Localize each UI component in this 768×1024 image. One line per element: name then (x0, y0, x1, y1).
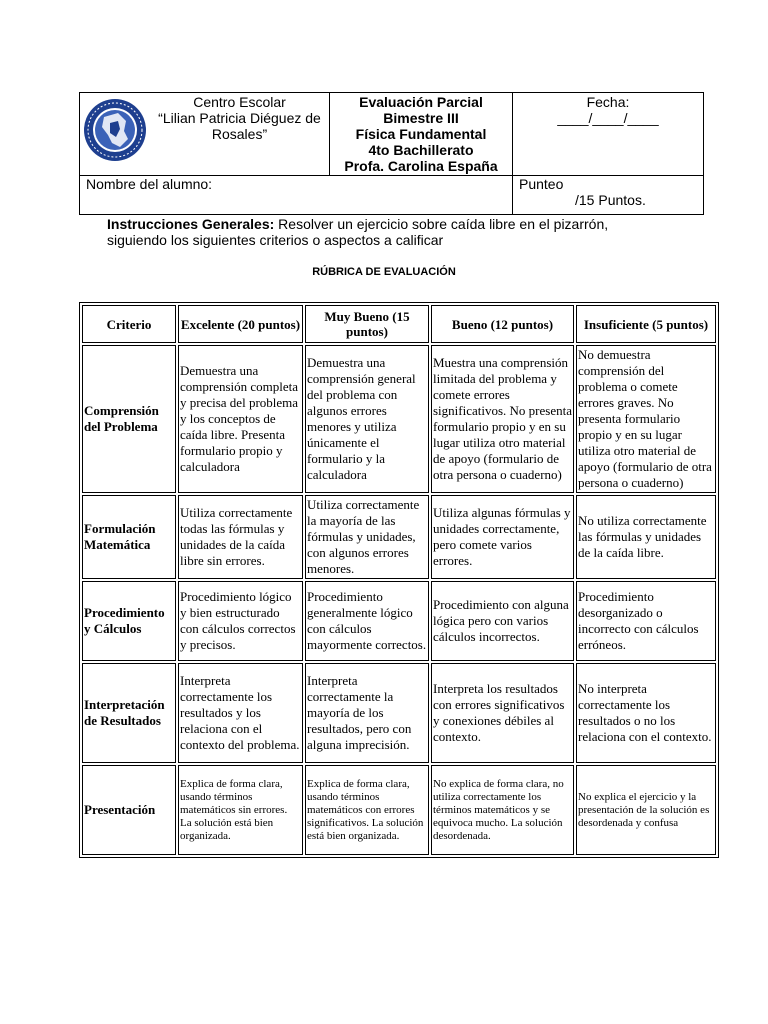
date-cell[interactable] (513, 93, 704, 176)
criterion-cell: Procedimiento y Cálculos (82, 581, 176, 661)
rubric-header-row (82, 305, 716, 343)
score-total: /15 Puntos. (575, 192, 646, 208)
criterion-cell: Presentación (82, 765, 176, 855)
school-line2: “Lilian Patricia Diéguez de Rosales” (158, 110, 321, 142)
rubric-cell: Interpreta correctamente la mayoría de los resultados, pero con alguna imprecisión. (305, 663, 429, 763)
header-table (79, 92, 704, 215)
rubric-cell: Explica de forma clara, usando términos matemáticos sin errores. La solución está bien organizada. (178, 765, 303, 855)
header-bueno: Bueno (12 puntos) (431, 305, 574, 343)
eval-course: Física Fundamental (355, 126, 487, 142)
rubric-cell: No explica de forma clara, no utiliza correctamente los términos matemáticos y se equivoca mucho. La solución desordenada. (431, 765, 574, 855)
rubric-cell: Demuestra una comprensión general del problema con algunos errores menores y utiliza únicamente el formulario y la calculadora (305, 345, 429, 493)
rubric-cell: No utiliza correctamente las fórmulas y unidades de la caída libre. (576, 495, 716, 579)
date-blank: ____/____/____ (557, 110, 659, 126)
eval-bimestre: Bimestre III (383, 110, 459, 126)
header-criterio: Criterio (82, 305, 176, 343)
student-name-label: Nombre del alumno: (86, 176, 213, 192)
rubric-cell: No explica el ejercicio y la presentación de la solución es desordenada y confusa (576, 765, 716, 855)
evaluation-title-cell (330, 93, 513, 176)
rubric-cell: Utiliza correctamente la mayoría de las fórmulas y unidades, con algunos errores menores. (305, 495, 429, 579)
eval-teacher: Profa. Carolina España (344, 158, 498, 174)
rubric-table (79, 302, 719, 858)
rubric-row (82, 663, 716, 763)
rubric-cell: Procedimiento generalmente lógico con cálculos mayormente correctos. (305, 581, 429, 661)
rubric-cell: Muestra una comprensión limitada del problema y comete errores significativos. No presenta formulario propio y en su lugar utiliza otro material de apoyo (formulario de otra persona o cuaderno) (431, 345, 574, 493)
school-line1: Centro Escolar (193, 94, 286, 110)
school-name (152, 94, 327, 142)
rubric-row (82, 495, 716, 579)
rubric-cell: No demuestra comprensión del problema o comete errores graves. No presenta formulario propio y en su lugar utiliza otro material de apoyo (formulario de otra persona o cuaderno) (576, 345, 716, 493)
rubric-cell: Interpreta los resultados con errores significativos y conexiones débiles al contexto. (431, 663, 574, 763)
instructions-text: Resolver un ejercicio sobre caída libre en el pizarrón, siguiendo los siguientes criterios o aspectos a calificar (107, 216, 609, 248)
school-cell (80, 93, 330, 176)
school-logo-icon (82, 97, 148, 163)
instructions (107, 216, 627, 248)
rubric-cell: Procedimiento con alguna lógica pero con varios cálculos incorrectos. (431, 581, 574, 661)
criterion-cell: Interpretación de Resultados (82, 663, 176, 763)
header-muy-bueno: Muy Bueno (15 puntos) (305, 305, 429, 343)
header-insuficiente: Insuficiente (5 puntos) (576, 305, 716, 343)
date-label: Fecha: (586, 94, 630, 110)
rubric-row (82, 581, 716, 661)
rubric-cell: Procedimiento desorganizado o incorrecto con cálculos erróneos. (576, 581, 716, 661)
rubric-cell: Demuestra una comprensión completa y precisa del problema y los conceptos de caída libre. Presenta formulario propio y calculadora (178, 345, 303, 493)
rubric-cell: Procedimiento lógico y bien estructurado con cálculos correctos y precisos. (178, 581, 303, 661)
score-label: Punteo (519, 176, 564, 192)
rubric-cell: Interpreta correctamente los resultados y los relaciona con el contexto del problema. (178, 663, 303, 763)
rubric-cell: Utiliza correctamente todas las fórmulas y unidades de la caída libre sin errores. (178, 495, 303, 579)
eval-title: Evaluación Parcial (359, 94, 483, 110)
eval-grade: 4to Bachillerato (368, 142, 474, 158)
score-field[interactable] (513, 176, 704, 215)
rubric-cell: No interpreta correctamente los resultados o no los relaciona con el contexto. (576, 663, 716, 763)
rubric-row (82, 345, 716, 493)
rubric-row (82, 765, 716, 855)
student-name-field[interactable] (80, 176, 513, 215)
rubric-title: RÚBRICA DE EVALUACIÓN (312, 266, 456, 278)
rubric-cell: Utiliza algunas fórmulas y unidades correctamente, pero comete varios errores. (431, 495, 574, 579)
rubric-cell: Explica de forma clara, usando términos matemáticos con errores significativos. La solución está bien organizada. (305, 765, 429, 855)
criterion-cell: Comprensión del Problema (82, 345, 176, 493)
header-excelente: Excelente (20 puntos) (178, 305, 303, 343)
criterion-cell: Formulación Matemática (82, 495, 176, 579)
instructions-label: Instrucciones Generales: (107, 216, 275, 232)
